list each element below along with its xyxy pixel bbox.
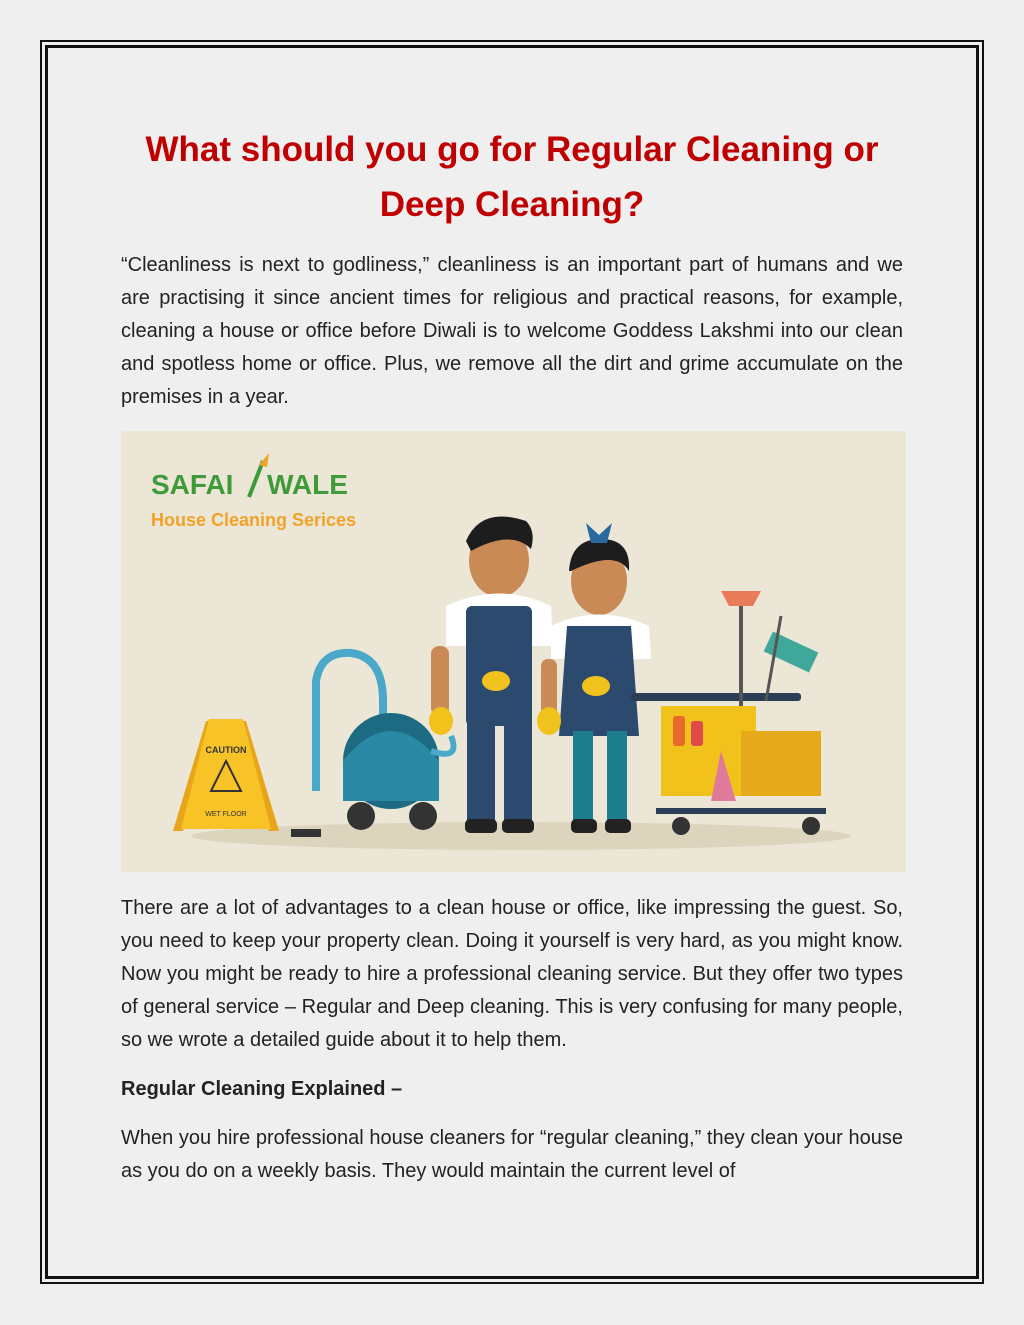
tagline-text: House Cleaning Serices (151, 510, 357, 530)
advantages-paragraph: There are a lot of advantages to a clean house or office, like impressing the guest. So, you need to keep your property clean. Doing it yourself is very hard, as you might know. Now you might be ready to hire a professional cleaning service. But they offer two types of general service – Regular and Deep cleaning. This is very confusing for many people, so we wrote a detailed guide about it to help them. (121, 897, 903, 1051)
cleaning-services-illustration (121, 431, 906, 872)
sign-wetfloor-text: WET FLOOR (205, 811, 247, 818)
document-title: What should you go for Regular Cleaning or Deep Cleaning? (145, 130, 879, 224)
regular-cleaning-paragraph: When you hire professional house cleaners for “regular cleaning,” they clean your house as you do on a weekly basis. They would maintain the current level of (121, 1127, 903, 1182)
brand-left-text: SAFAI (151, 469, 234, 500)
sign-caution-text: CAUTION (205, 745, 247, 755)
brand-right-text: WALE (267, 469, 348, 500)
intro-paragraph: “Cleanliness is next to godliness,” cleanliness is an important part of humans and we are practising it since ancient times for religious and practical reasons, for example, cleaning a house or office before Diwali is to welcome Goddess Lakshmi into our clean and spotless home or office. Plus, we remove all the dirt and grime accumulate on the premises in a year. (121, 254, 903, 408)
regular-cleaning-heading: Regular Cleaning Explained – (121, 1078, 403, 1100)
